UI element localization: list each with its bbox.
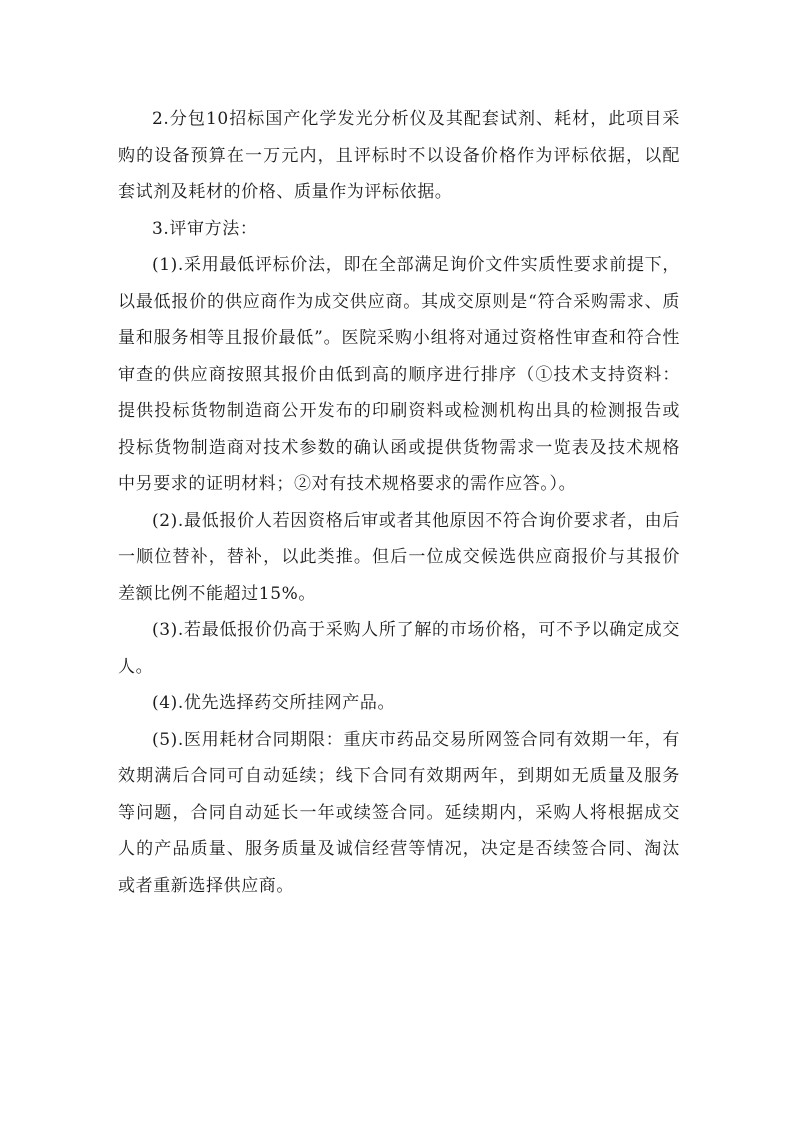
paragraph-package-10: 2.分包10招标国产化学发光分析仪及其配套试剂、耗材，此项目采购的设备预算在一万元内，且评标时不以设备价格作为评标依据，以配套试剂及耗材的价格、质量作为评标依据。 [118,109,680,202]
paragraph-item-2: (2).最低报价人若因资格后审或者其他原因不符合询价要求者，由后一顺位替补，替补，以此类推。但后一位成交候选供应商报价与其报价差额比例不能超过15%。 [118,510,680,604]
paragraph-item-1: (1).采用最低评标价法，即在全部满足询价文件实质性要求前提下，以最低报价的供应商作为成交供应商。其成交原则是“符合采购需求、质量和服务相等且报价最低”。医院采购小组将对通过资格性审查和符合性审查的供应商按照其报价由低到高的顺序进行排序（①技术支持资料：提供投标货物制造商公开发布的印刷资料或检测机构出具的检测报告或投标货物制造商对技术参数的确认函或提供货物需求一览表及技术规格中另要求的证明材料；②对有技术规格要求的需作应答。）。 [118,255,680,494]
paragraph-evaluation-method-heading: 3.评审方法： [152,218,258,239]
paragraph-item-5: (5).医用耗材合同期限：重庆市药品交易所网签合同有效期一年，有效期满后合同可自动延续；线下合同有效期两年，到期如无质量及服务等问题，合同自动延长一年或续签合同。延续期内，采购人将根据成交人的产品质量、服务质量及诚信经营等情况，决定是否续签合同、淘汰或者重新选择供应商。 [118,729,680,896]
paragraph-item-4: (4).优先选择药交所挂网产品。 [152,693,396,713]
paragraph-item-3: (3).若最低报价仍高于采购人所了解的市场价格，可不予以确定成交人。 [118,620,680,677]
document-body [118,101,680,904]
